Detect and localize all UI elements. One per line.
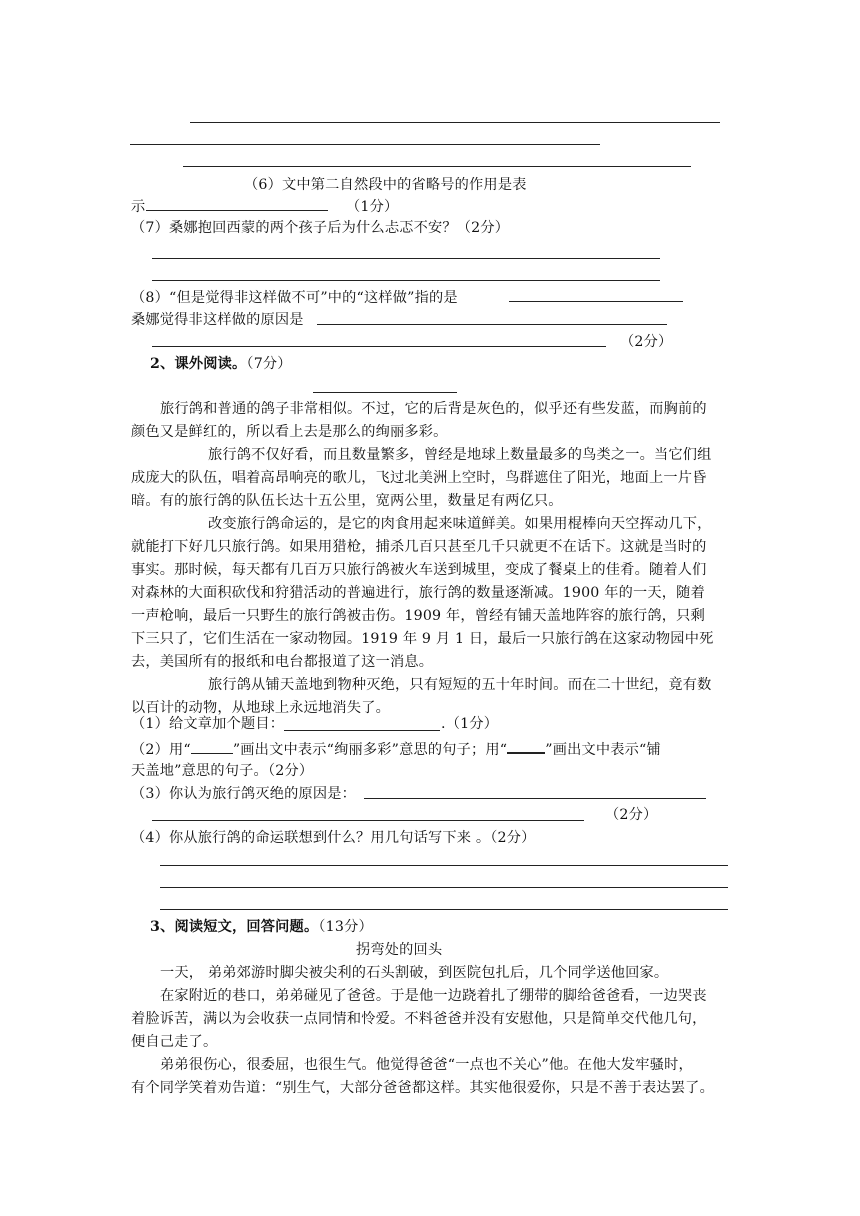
underline-sample-thin — [191, 739, 233, 754]
question-6-blank[interactable] — [146, 210, 328, 211]
paragraph: 成庞大的队伍，唱着高昂响亮的歌儿，飞过北美洲上空时，鸟群遮住了阳光，地面上一片昏 — [131, 470, 707, 486]
question-2-3-blank-1[interactable] — [364, 798, 706, 799]
paragraph: 弟弟很伤心，很委屈，也很生气。他觉得爸爸“一点也不关心”他。在他大发牢骚时， — [160, 1057, 693, 1073]
question-2-3: （3）你认为旅行鸽灭绝的原因是： — [131, 786, 357, 802]
paragraph: 一天， 弟弟郊游时脚尖被尖利的石头割破，到医院包扎后，几个同学送他回家。 — [160, 965, 669, 981]
story-title: 拐弯处的回头 — [356, 942, 443, 958]
paragraph: 旅行鸽和普通的鸽子非常相似。不过，它的后背是灰色的，似乎还有些发蓝，而胸前的 — [160, 401, 707, 417]
paragraph: 在家附近的巷口，弟弟碰见了爸爸。于是他一边跷着扎了绷带的脚给爸爸看，一边哭丧 — [160, 988, 707, 1004]
answer-line[interactable] — [160, 865, 728, 866]
question-8-score: （2分） — [620, 334, 673, 350]
paragraph: 旅行鸽从铺天盖地到物种灭绝，只有短短的五十年时间。而在二十世纪，竟有数 — [208, 677, 712, 693]
underline-sample-thick — [507, 738, 545, 754]
answer-line — [183, 166, 691, 167]
question-2-1-blank[interactable] — [284, 730, 440, 731]
question-2-3-score: （2分） — [605, 807, 658, 823]
question-8-line2: 桑娜觉得非这样做的原因是 — [131, 312, 304, 328]
paragraph: 着脸诉苦，满以为会收获一点同情和怜爱。不料爸爸并没有安慰他，只是简单交代他几句， — [131, 1011, 707, 1027]
question-6-tail: 示 — [131, 199, 146, 215]
answer-line — [130, 144, 600, 145]
paragraph: 以百计的动物，从地球上永远地消失了。 — [131, 700, 390, 716]
paragraph: 对森林的大面积砍伐和狩猎活动的普遍进行，旅行鸽的数量逐渐减。1900 年的一天，随着 — [131, 585, 705, 601]
question-2-2 — [131, 738, 661, 760]
question-2-2-line2: 天盖地”意思的句子。（2分） — [131, 763, 314, 779]
question-2-4: （4）你从旅行鸽的命运联想到什么？用几句话写下来 。（2分） — [131, 830, 536, 846]
section-2-points: （7分） — [246, 356, 292, 372]
answer-line[interactable] — [160, 909, 728, 910]
section-2-title: 2、课外阅读。 — [150, 356, 247, 372]
question-8-blank-3[interactable] — [152, 346, 606, 347]
paragraph: 一声枪响，最后一只野生的旅行鸽被击伤。1909 年，曾经有铺天盖地阵容的旅行鸽，只剩 — [131, 608, 705, 624]
paragraph: 去，美国所有的报纸和电台都报道了这一消息。 — [131, 654, 434, 670]
question-2-3-blank-2[interactable] — [152, 820, 584, 821]
paragraph: 便自己走了。 — [131, 1034, 218, 1050]
answer-line[interactable] — [152, 280, 660, 281]
question-2-2-a: （2）用“ — [131, 742, 191, 758]
section-3-heading — [150, 917, 373, 937]
paragraph: 旅行鸽不仅好看，而且数量繁多，曾经是地球上数量最多的鸟类之一。当它们组 — [208, 447, 712, 463]
paragraph: 改变旅行鸽命运的，是它的肉食用起来味道鲜美。如果用棍棒向天空挥动几下， — [208, 516, 712, 532]
question-2-2-c: ”画出文中表示“铺 — [545, 742, 661, 758]
answer-line — [190, 122, 720, 123]
question-2-1: （1）给文章加个题目： — [131, 716, 285, 732]
question-6-score: （1分） — [346, 199, 399, 215]
section-2-heading — [150, 354, 292, 374]
paragraph: 暗。有的旅行鸽的队伍长达十五公里，宽两公里，数量足有两亿只。 — [131, 493, 563, 509]
answer-line[interactable] — [160, 887, 728, 888]
question-8: （8）“但是觉得非这样做不可”中的“这样做”指的是 — [131, 290, 458, 306]
paragraph: 下三只了，它们生活在一家动物园。1919 年 9 月 1 日，最后一只旅行鸽在这家动物园中死 — [131, 631, 714, 647]
question-2-1-tail: .（1分） — [441, 716, 499, 732]
question-8-blank-2[interactable] — [317, 324, 667, 325]
paragraph: 事实。那时候，每天都有几百万只旅行鸽被火车送到城里，变成了餐桌上的佳肴。随着人们 — [131, 562, 707, 578]
answer-line[interactable] — [152, 258, 660, 259]
article-title-blank[interactable] — [313, 392, 457, 393]
question-6: （6）文中第二自然段中的省略号的作用是表 — [244, 177, 527, 193]
question-2-2-b: ”画出文中表示“绚丽多彩”意思的句子；用“ — [232, 742, 508, 758]
paragraph: 有个同学笑着劝告道：“别生气，大部分爸爸都这样。其实他很爱你，只是不善于表达罢了。 — [131, 1080, 714, 1096]
section-3-title: 3、阅读短文，回答问题。 — [150, 919, 319, 935]
section-3-points: （13分） — [318, 919, 373, 935]
question-7: （7）桑娜抱回西蒙的两个孩子后为什么忐忑不安？（2分） — [131, 220, 510, 236]
paragraph: 颜色又是鲜红的，所以看上去是那么的绚丽多彩。 — [131, 424, 448, 440]
paragraph: 就能打下好几只旅行鸽。如果用猎枪，捕杀几百只甚至几千只就更不在话下。这就是当时的 — [131, 539, 707, 555]
question-8-blank-1[interactable] — [509, 301, 683, 302]
